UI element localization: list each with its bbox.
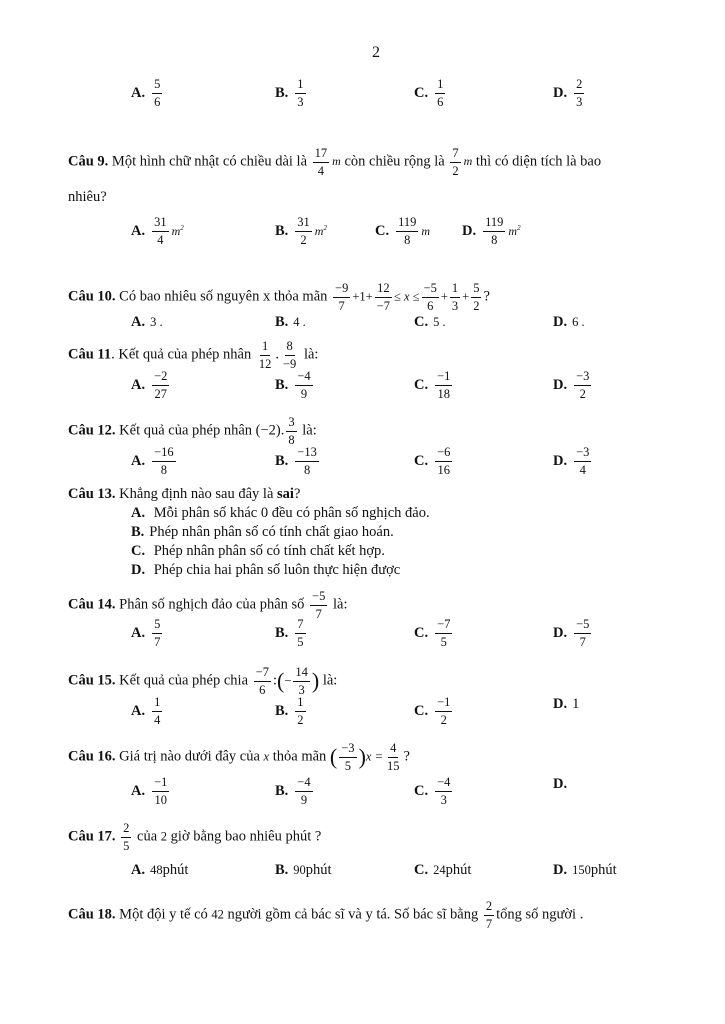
q13-option-a[interactable]: A. Mỗi phân số khác 0 đều có phân số nghịch đảo. (131, 505, 430, 521)
q16-option-c[interactable]: C. $\frac{-4}{3}$ (414, 775, 451, 807)
q12-option-b[interactable]: B. $\frac{-13}{8}$ (275, 445, 317, 477)
q13-option-b[interactable]: B. Phép nhân phân số có tính chất giao hoán. (131, 524, 394, 540)
q9-option-c[interactable]: C. $\frac{119}{8}$ m (375, 215, 431, 247)
fraction: $\frac{-13}{8}$ (297, 445, 317, 477)
q12-option-d[interactable]: D. $\frac{-3}{4}$ (553, 445, 590, 477)
fraction: $\frac{-1}{10}$ (154, 775, 168, 807)
q13-option-c[interactable]: C. Phép nhân phân số có tính chất kết hợp. (131, 543, 385, 559)
q8-option-a[interactable]: A. $\frac{5}{6}$ (131, 77, 161, 109)
q9-option-b[interactable]: B. $\frac{31}{2}$ $m^2$ (275, 215, 327, 247)
q17-option-c[interactable]: C. 24 phút (414, 862, 472, 878)
q15-option-b[interactable]: B. $\frac{1}{2}$ (275, 695, 304, 727)
q14-options (0, 618, 725, 658)
fraction: $\frac{-1}{2}$ (437, 695, 451, 727)
fraction: $\frac{5}{2}$ (473, 281, 480, 313)
fraction: $\frac{1}{6}$ (437, 77, 444, 109)
q8-options (0, 78, 725, 118)
fraction: $\frac{-2}{27}$ (154, 369, 168, 401)
q8-option-b[interactable]: B. $\frac{1}{3}$ (275, 77, 304, 109)
q8-option-d[interactable]: D. $\frac{2}{3}$ (553, 77, 583, 109)
q9-option-a[interactable]: A. $\frac{31}{4}$ $m^2$ (131, 215, 184, 247)
fraction: $\frac{119}{8}$ (398, 215, 417, 247)
fraction: $\frac{3}{8}$ (288, 415, 295, 447)
q18-stem: Câu 18. Một đội y tế có 42 người gồm cả bác sĩ và y tá. Số bác sĩ bằng $\frac{2}{7}$ tổng số người . (68, 899, 584, 931)
fraction: $\frac{1}{4}$ (154, 695, 161, 727)
fraction: $\frac{-4}{9}$ (297, 369, 311, 401)
q10-option-c[interactable]: C. 5 . (414, 314, 446, 330)
q9-option-d[interactable]: D. $\frac{119}{8}$ $m^2$ (462, 215, 521, 247)
q17-stem: Câu 17. $\frac{2}{5}$ của 2 giờ bằng bao nhiêu phút ? (68, 821, 322, 853)
fraction: $\frac{-4}{9}$ (297, 775, 311, 807)
fraction: $\frac{-7}{5}$ (437, 617, 451, 649)
q10-stem: Câu 10. Có bao nhiêu số nguyên x thỏa mãn $\frac{-9}{7}$ +1+ $\frac{12}{-7}$ ≤ x ≤ $\frac{-5}{6}$ + $\frac{1}{3}$ + $\frac{5}{2}$ ? (68, 281, 490, 313)
fraction: $\frac{-7}{6}$ (255, 665, 269, 697)
fraction: $\frac{7}{5}$ (297, 617, 304, 649)
fraction: $\frac{8}{-9}$ (283, 339, 297, 371)
q15-stem: Câu 15. Kết quả của phép chia $\frac{-7}{6}$ :(− $\frac{14}{3}$ ) là: (68, 665, 338, 697)
fraction: $\frac{5}{6}$ (154, 77, 161, 109)
fraction: $\frac{-1}{18}$ (437, 369, 451, 401)
q14-option-d[interactable]: D. $\frac{-5}{7}$ (553, 617, 590, 649)
fraction: $\frac{2}{7}$ (485, 899, 493, 931)
q8-option-c[interactable]: C. $\frac{1}{6}$ (414, 77, 444, 109)
q12-option-c[interactable]: C. $\frac{-6}{16}$ (414, 445, 451, 477)
fraction: $\frac{1}{3}$ (451, 281, 459, 313)
fraction: $\frac{17}{4}$ (314, 146, 328, 178)
fraction: $\frac{5}{7}$ (154, 617, 161, 649)
fraction: $\frac{-16}{8}$ (154, 445, 174, 477)
fraction: $\frac{14}{3}$ (295, 665, 308, 697)
q14-option-b[interactable]: B. $\frac{7}{5}$ (275, 617, 304, 649)
q11-stem: Câu 11. Kết quả của phép nhân $\frac{1}{12}$ . $\frac{8}{-9}$ là: (68, 339, 319, 371)
q16-stem: Câu 16. Giá trị nào dưới đây của x thỏa mãn ( $\frac{-3}{5}$ )x = $\frac{4}{15}$ ? (68, 741, 410, 773)
fraction: $\frac{1}{2}$ (297, 695, 304, 727)
fraction: $\frac{31}{2}$ (297, 215, 310, 247)
q13-statements (131, 504, 430, 580)
q11-options (0, 370, 725, 410)
fraction: $\frac{-5}{7}$ (576, 617, 590, 649)
fraction: $\frac{-4}{3}$ (437, 775, 451, 807)
q17-option-b[interactable]: B. 90 phút (275, 862, 332, 878)
q15-option-d[interactable]: D. 1 (553, 696, 580, 712)
fraction: $\frac{-5}{7}$ (312, 589, 326, 621)
q9-options (0, 216, 725, 256)
fraction: $\frac{4}{15}$ (387, 741, 400, 773)
q9-stem: Câu 9. Một hình chữ nhật có chiều dài là $\frac{17}{4}$ m còn chiều rộng là $\frac{7}{2}$ m thì có diện tích là bao (68, 146, 602, 178)
q12-options (0, 446, 725, 486)
fraction: $\frac{2}{3}$ (576, 77, 583, 109)
fraction: $\frac{-9}{7}$ (335, 281, 349, 313)
fraction: $\frac{-6}{16}$ (437, 445, 451, 477)
fraction: $\frac{2}{5}$ (123, 821, 130, 853)
q16-option-b[interactable]: B. $\frac{-4}{9}$ (275, 775, 311, 807)
q16-option-a[interactable]: A. $\frac{-1}{10}$ (131, 775, 168, 807)
q16-option-d[interactable]: D. (553, 776, 568, 792)
fraction: $\frac{-5}{6}$ (423, 281, 437, 313)
q10-option-b[interactable]: B. 4 . (275, 314, 306, 330)
q17-option-a[interactable]: A. 48 phút (131, 862, 189, 878)
q9-stem-cont: nhiêu? (68, 189, 107, 205)
page-number: 2 (372, 44, 380, 61)
q15-option-a[interactable]: A. $\frac{1}{4}$ (131, 695, 161, 727)
q11-option-c[interactable]: C. $\frac{-1}{18}$ (414, 369, 451, 401)
q10-option-a[interactable]: A. 3 . (131, 314, 163, 330)
q14-option-a[interactable]: A. $\frac{5}{7}$ (131, 617, 161, 649)
q16-options (0, 776, 725, 816)
fraction: $\frac{-3}{5}$ (341, 741, 355, 773)
q12-stem: Câu 12. Kết quả của phép nhân (−2). $\frac{3}{8}$ là: (68, 415, 317, 447)
q15-options (0, 696, 725, 736)
q13-stem: Câu 13. Khẳng định nào sau đây là sai? (68, 486, 301, 502)
q11-option-b[interactable]: B. $\frac{-4}{9}$ (275, 369, 311, 401)
fraction: $\frac{-3}{2}$ (576, 369, 590, 401)
fraction: $\frac{-3}{4}$ (576, 445, 590, 477)
q15-option-c[interactable]: C. $\frac{-1}{2}$ (414, 695, 451, 727)
fraction: $\frac{7}{2}$ (452, 146, 459, 178)
q17-option-d[interactable]: D. 150 phút (553, 862, 617, 878)
fraction: $\frac{119}{8}$ (485, 215, 504, 247)
q12-option-a[interactable]: A. $\frac{-16}{8}$ (131, 445, 174, 477)
q14-option-c[interactable]: C. $\frac{-7}{5}$ (414, 617, 451, 649)
q11-option-d[interactable]: D. $\frac{-3}{2}$ (553, 369, 590, 401)
fraction: $\frac{31}{4}$ (154, 215, 167, 247)
q10-option-d[interactable]: D. 6 . (553, 314, 585, 330)
q17-options (0, 862, 725, 884)
q14-stem: Câu 14. Phân số nghịch đảo của phân số $\frac{-5}{7}$ là: (68, 589, 348, 621)
fraction: $\frac{12}{-7}$ (376, 281, 390, 313)
q10-options (0, 314, 725, 336)
fraction: $\frac{1}{12}$ (258, 339, 272, 371)
fraction: $\frac{1}{3}$ (297, 77, 304, 109)
q13-option-d[interactable]: D. Phép chia hai phân số luôn thực hiện được (131, 562, 401, 578)
q11-option-a[interactable]: A. $\frac{-2}{27}$ (131, 369, 168, 401)
